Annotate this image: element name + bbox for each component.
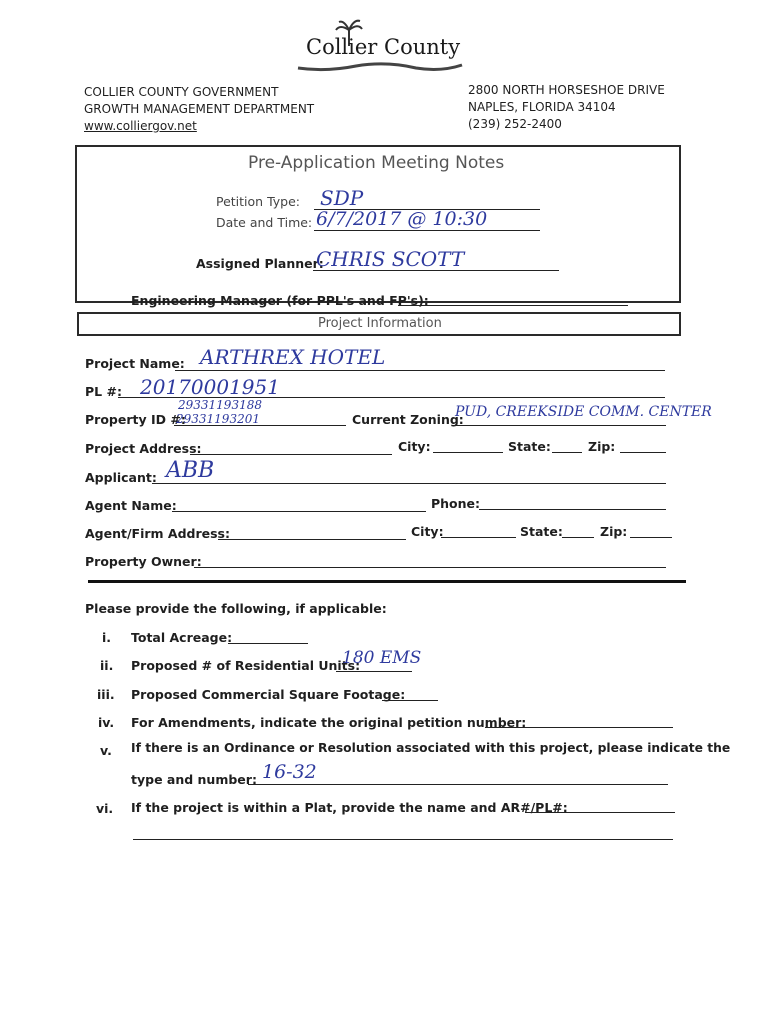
header-left (84, 84, 314, 135)
header-right (468, 82, 665, 133)
agent-zip-label: Zip: (600, 524, 628, 539)
pl-value: 20170001951 (140, 375, 280, 399)
date-time-label: Date and Time: (216, 215, 313, 230)
type-number-field[interactable] (248, 784, 668, 785)
project-zip-label: Zip: (588, 439, 616, 454)
org-name: COLLIER COUNTY GOVERNMENT (84, 85, 279, 99)
agent-name-label: Agent Name: (85, 498, 177, 513)
item-num-v: v. (100, 743, 112, 758)
type-number-label: type and number: (131, 772, 257, 787)
agent-firm-label: Agent/Firm Address: (85, 526, 230, 541)
total-acreage-label: Total Acreage: (131, 630, 233, 645)
date-time-value: 6/7/2017 @ 10:30 (316, 208, 488, 230)
meeting-notes-title: Pre-Application Meeting Notes (248, 153, 505, 173)
item-num-iii: iii. (97, 687, 115, 702)
logo-wave-icon (296, 62, 464, 74)
phone-number: (239) 252-2400 (468, 117, 562, 131)
property-id-label: Property ID #: (85, 412, 186, 427)
agent-zip-field[interactable] (630, 537, 672, 538)
residential-units-field[interactable] (336, 671, 412, 672)
dept-name: GROWTH MANAGEMENT DEPARTMENT (84, 102, 315, 116)
project-city-label: City: (398, 439, 431, 454)
current-zoning-label: Current Zoning: (352, 412, 464, 427)
project-name-value: ARTHREX HOTEL (200, 345, 386, 369)
property-id-value-2: 29331193201 (176, 412, 260, 426)
agent-state-field[interactable] (562, 537, 594, 538)
item-num-i: i. (102, 630, 112, 645)
current-zoning-field[interactable] (454, 425, 666, 426)
project-address-label: Project Address: (85, 441, 202, 456)
property-owner-field[interactable] (194, 567, 666, 568)
amendments-field[interactable] (485, 727, 673, 728)
project-zip-field[interactable] (620, 452, 666, 453)
commercial-sqft-field[interactable] (382, 700, 438, 701)
residential-units-value: 180 EMS (342, 648, 422, 668)
address-line-1: 2800 NORTH HORSESHOE DRIVE (468, 83, 665, 97)
petition-type-value: SDP (320, 186, 364, 210)
assigned-planner-label: Assigned Planner: (196, 256, 324, 271)
applicant-value: ABB (166, 458, 215, 483)
project-name-label: Project Name: (85, 356, 185, 371)
applicant-label: Applicant: (85, 470, 157, 485)
agent-firm-field[interactable] (218, 539, 406, 540)
type-number-value: 16-32 (262, 761, 317, 783)
ordinance-label: If there is an Ordinance or Resolution associated with this project, please indicate the (131, 741, 731, 755)
phone-field[interactable] (479, 509, 666, 510)
agent-city-label: City: (411, 524, 444, 539)
project-name-field[interactable] (175, 370, 665, 371)
project-city-field[interactable] (433, 452, 503, 453)
current-zoning-value: PUD, CREEKSIDE COMM. CENTER (455, 404, 712, 420)
plat-field-continued[interactable] (133, 839, 673, 840)
county-logo (296, 18, 466, 76)
logo-text: Collier County (306, 35, 461, 59)
date-time-field[interactable] (314, 230, 540, 231)
address-line-2: NAPLES, FLORIDA 34104 (468, 100, 616, 114)
section-divider (88, 580, 686, 583)
commercial-sqft-label: Proposed Commercial Square Footage: (131, 687, 406, 702)
agent-name-field[interactable] (172, 511, 426, 512)
residential-units-label: Proposed # of Residential Units: (131, 658, 361, 673)
eng-manager-field[interactable] (398, 305, 628, 306)
project-info-heading: Project Information (318, 316, 442, 331)
website-link[interactable]: www.colliergov.net (84, 119, 197, 133)
plat-field[interactable] (525, 812, 675, 813)
item-num-vi: vi. (96, 801, 114, 816)
plat-label: If the project is within a Plat, provide the name and AR#/PL#: (131, 800, 568, 815)
amendments-label: For Amendments, indicate the original petition number: (131, 715, 527, 730)
agent-city-field[interactable] (441, 537, 516, 538)
property-id-value-1: 29331193188 (178, 398, 262, 412)
total-acreage-field[interactable] (228, 643, 308, 644)
project-state-label: State: (508, 439, 551, 454)
project-state-field[interactable] (552, 452, 582, 453)
phone-label: Phone: (431, 496, 481, 511)
item-num-iv: iv. (98, 715, 115, 730)
pl-label: PL #: (85, 384, 122, 399)
agent-state-label: State: (520, 524, 563, 539)
item-num-ii: ii. (100, 658, 114, 673)
applicant-field[interactable] (152, 483, 666, 484)
assigned-planner-value: CHRIS SCOTT (316, 247, 465, 271)
provide-intro: Please provide the following, if applicable: (85, 601, 387, 616)
petition-type-label: Petition Type: (216, 194, 300, 209)
eng-manager-label: Engineering Manager (for PPL's and FP's): (131, 293, 429, 308)
property-owner-label: Property Owner: (85, 554, 202, 569)
project-address-field[interactable] (190, 454, 392, 455)
